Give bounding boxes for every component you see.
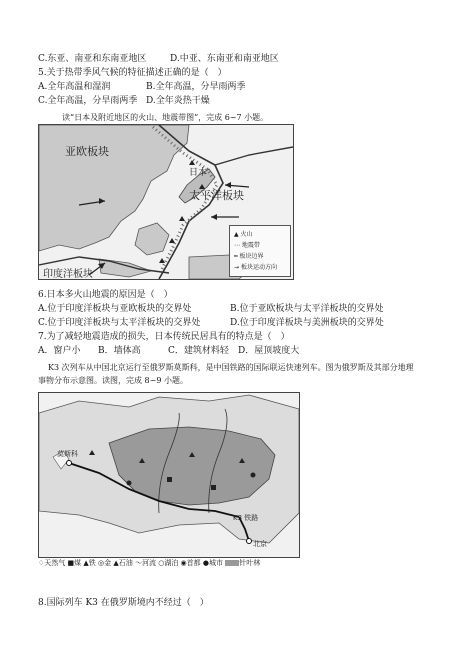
legend-plate-motion-label: 板块运动方向 xyxy=(240,264,277,271)
q7-option-b: B．墙体高 xyxy=(98,346,141,356)
q6-option-a: A.位于印度洋板块与亚欧板块的交界处 xyxy=(38,304,192,314)
q8-stem: 8.国际列车 K3 在俄罗斯境内不经过（ ） xyxy=(38,598,209,608)
legend-lake-label: 湖泊 xyxy=(164,559,179,567)
indian-plate-label: 印度洋板块 xyxy=(43,269,93,280)
russia-map-drawing xyxy=(39,393,299,557)
gas-icon: ♢ xyxy=(38,559,45,567)
capital-icon: ◉ xyxy=(180,559,187,567)
legend-plate-boundary xyxy=(234,251,264,260)
forest-icon xyxy=(225,560,239,566)
q5-option-c: C.全年高温，分旱雨两季 xyxy=(38,96,138,106)
gold-icon: ◎ xyxy=(98,559,105,567)
legend-volcano xyxy=(234,229,253,238)
legend-oil-label: 石油 xyxy=(118,559,133,567)
iron-icon: ▲ xyxy=(83,559,89,567)
map1-legend xyxy=(229,225,291,277)
k3-rail-label: K3 铁路 xyxy=(233,514,259,522)
river-icon: 〜 xyxy=(134,559,142,567)
q5-option-b: B.全年高温，分旱雨两季 xyxy=(146,82,246,92)
city-icon: ● xyxy=(202,559,209,567)
q5-stem: 5.关于热带季风气候的特征描述正确的是（ ） xyxy=(38,68,227,78)
oil-icon: ▲ xyxy=(113,559,119,567)
q5-option-a: A.全年高温和湿润 xyxy=(38,82,111,92)
lake-icon: ○ xyxy=(158,559,165,567)
beijing-label: 北京 xyxy=(253,540,267,548)
legend-earthquake-zone xyxy=(234,240,260,249)
intro-6-7: 读“日本及附近地区的火山、地震带图”，完成 6~7 小题。 xyxy=(62,113,269,122)
legend-gas-label: 天然气 xyxy=(44,559,66,567)
legend-plate-motion xyxy=(234,262,277,271)
volcano-icon: ▲ xyxy=(234,231,239,238)
q5-option-d: D.全年炎热干燥 xyxy=(146,96,210,106)
q7-option-a: A．窗户小 xyxy=(38,346,81,356)
legend-iron-label: 铁 xyxy=(88,559,96,567)
legend-gold-label: 金 xyxy=(104,559,112,567)
q7-stem: 7.为了减轻地震造成的损失，日本传统民居具有的特点是（ ） xyxy=(38,332,290,342)
pacific-plate-label: 太平洋板块 xyxy=(189,189,244,202)
arrow-icon: → xyxy=(234,264,240,271)
coal-icon: ■ xyxy=(67,559,75,567)
legend-volcano-label: 火山 xyxy=(240,231,253,238)
plate-boundary-icon: ━ xyxy=(234,253,238,260)
q4-option-d: D.中亚、东南亚和南亚地区 xyxy=(170,54,279,64)
legend-river-label: 河流 xyxy=(141,559,156,567)
q6-stem: 6.日本多火山地震的原因是（ ） xyxy=(38,290,173,300)
q7-option-c: C．建筑材料轻 xyxy=(168,346,229,356)
q7-option-d: D．屋顶坡度大 xyxy=(238,346,300,356)
japan-label: 日本 xyxy=(189,168,208,178)
q6-option-d: D.位于印度洋板块与美洲板块的交界处 xyxy=(230,318,384,328)
map2-legend xyxy=(38,558,328,572)
japan-volcano-earthquake-map xyxy=(38,124,294,280)
legend-earthquake-zone-label: 地震带 xyxy=(241,242,260,249)
intro-8-9-line1: K3 次列车从中国北京运行至俄罗斯莫斯科，是中国铁路的国际联运快速列车。图为俄罗斯及其部分地理 xyxy=(48,363,414,372)
legend-city-label: 城市 xyxy=(209,559,223,567)
q6-option-c: C.位于印度洋板块与太平洋板块的交界处 xyxy=(38,318,201,328)
eurasian-plate-label: 亚欧板块 xyxy=(65,145,109,158)
legend-coal-label: 煤 xyxy=(74,559,82,567)
earthquake-zone-icon: ⋯ xyxy=(234,242,240,249)
q4-option-c: C.东亚、南亚和东南亚地区 xyxy=(38,54,147,64)
russia-map xyxy=(38,392,300,558)
moscow-label: 莫斯科 xyxy=(57,450,78,458)
legend-capital-label: 首都 xyxy=(186,559,201,567)
legend-forest-label: 针叶林 xyxy=(239,559,261,567)
intro-8-9-line2: 事物分布示意图。读图，完成 8~9 小题。 xyxy=(38,376,188,385)
legend-plate-boundary-label: 板块边界 xyxy=(239,253,264,260)
q6-option-b: B.位于亚欧板块与太平洋板块的交界处 xyxy=(230,304,384,314)
